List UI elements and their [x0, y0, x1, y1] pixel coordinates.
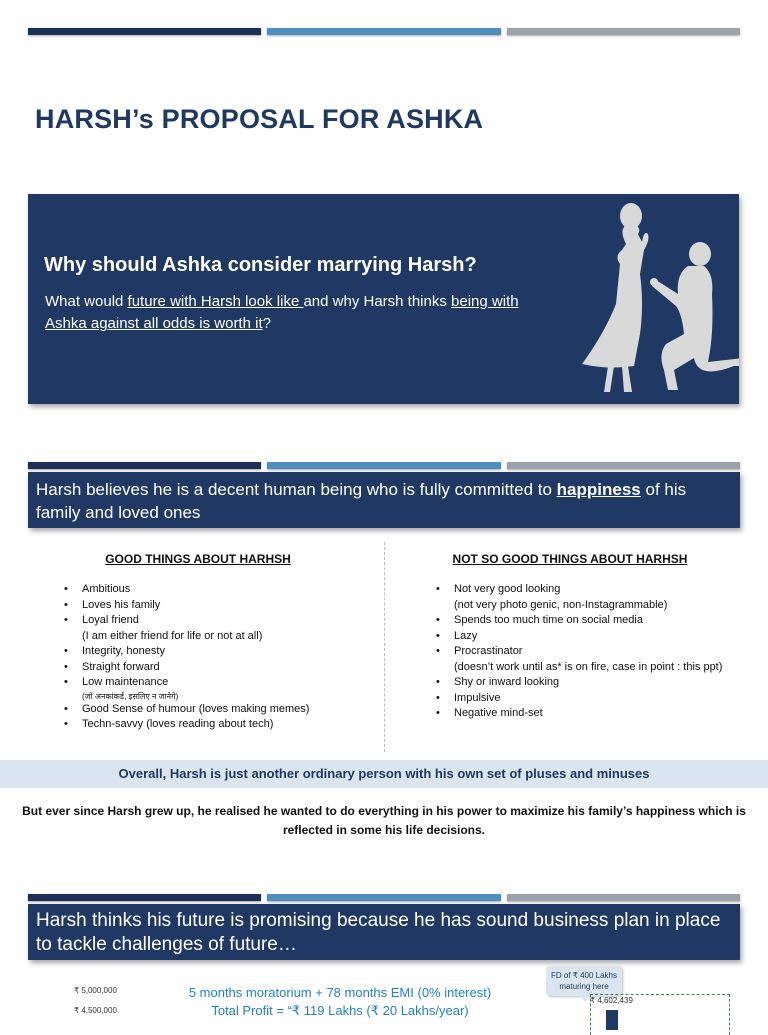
chart-title: 5 months moratorium + 78 months EMI (0% interest) [188, 985, 492, 1000]
hero-sub-link2: being with Ashka against all odds is worth it [45, 293, 519, 332]
list-item: • Straight forward [82, 660, 368, 676]
list-item: • Ambitious [82, 582, 368, 598]
list-item: • Procrastinator (doesn’t work until as* is on fire, case in point : this ppt) [454, 644, 740, 675]
list-item: • Low maintenance (जो अनकांकर्ड, इसलिए न जानेगे) [82, 675, 368, 702]
section-accent-bars [28, 462, 740, 469]
accent-bar-grey [507, 894, 740, 901]
accent-bar-blue [267, 462, 500, 469]
hero-sub-link1: future with Harsh look like [127, 293, 304, 310]
list-item: • Spends too much time on social media [454, 613, 740, 629]
list-item: • Loves his family [82, 598, 368, 614]
accent-bar-grey [507, 462, 740, 469]
y-tick-label: ₹ 5,000,000 [74, 986, 117, 995]
y-tick-label: ₹ 4,500,000 [74, 1006, 117, 1015]
accent-bar-blue [267, 28, 500, 35]
chart-subtitle: Total Profit = “₹ 119 Lakhs (₹ 20 Lakhs/year) [211, 1003, 469, 1018]
chart-bar [606, 1010, 618, 1030]
hero-card [28, 194, 739, 404]
list-item: • Loyal friend (I am either friend for life or not at all) [82, 613, 368, 644]
good-things-heading: GOOD THINGS ABOUT HARHSH [105, 552, 291, 566]
page-title: HARSH’s PROPOSAL FOR ASHKA [35, 104, 484, 134]
hero-question: Why should Ashka consider marrying Harsh? [44, 254, 477, 276]
list-item: • Shy or inward looking [454, 675, 740, 691]
life-decisions-paragraph: But ever since Harsh grew up, he realised he wanted to do everything in his power to maximize his family’s happiness which is reflected in some his life decisions. [22, 804, 746, 837]
hero-subtitle [45, 291, 535, 335]
column-divider [384, 542, 385, 752]
list-item: • Lazy [454, 629, 740, 645]
list-item: • Techn-savvy (loves reading about tech) [82, 717, 368, 733]
list-item: • Negative mind-set [454, 706, 740, 722]
list-item: • Not very good looking (not very photo genic, non-Instagrammable) [454, 582, 740, 613]
belief-text-before: Harsh believes he is a decent human being who is fully committed to [36, 480, 557, 499]
good-things-column [28, 552, 368, 733]
future-accent-bars [28, 894, 740, 901]
accent-bar-blue [267, 894, 500, 901]
business-plan-chart [0, 960, 768, 1024]
hero-sub-part3: ? [262, 315, 271, 332]
not-good-things-list [400, 582, 740, 722]
belief-banner [28, 472, 740, 528]
accent-bar-navy [28, 28, 261, 35]
accent-bar-grey [507, 28, 740, 35]
hero-sub-part1: What would [45, 293, 128, 310]
data-label: ₹ 4,602,439 [590, 996, 633, 1005]
proposal-silhouette-icon [548, 194, 739, 404]
good-things-list [28, 582, 368, 733]
belief-text-after: of his family and loved ones [36, 480, 687, 522]
accent-bar-navy [28, 894, 261, 901]
not-good-things-column [400, 552, 740, 722]
not-good-things-heading: NOT SO GOOD THINGS ABOUT HARHSH [452, 552, 688, 566]
accent-bar-navy [28, 462, 261, 469]
list-item: • Good Sense of humour (loves making memes) [82, 702, 368, 718]
list-item: • Impulsive [454, 691, 740, 707]
top-accent-bars [28, 28, 740, 35]
summary-band: Overall, Harsh is just another ordinary person with his own set of pluses and minuses [0, 760, 768, 788]
belief-emphasis: happiness [556, 480, 641, 499]
future-banner: Harsh thinks his future is promising because he has sound business plan in place to tackle challenges of future… [28, 904, 740, 960]
hero-sub-part2: and why Harsh thinks [303, 293, 452, 310]
fd-annotation: FD of ₹ 400 Lakhs maturing here [546, 966, 622, 996]
list-item: • Integrity, honesty [82, 644, 368, 660]
